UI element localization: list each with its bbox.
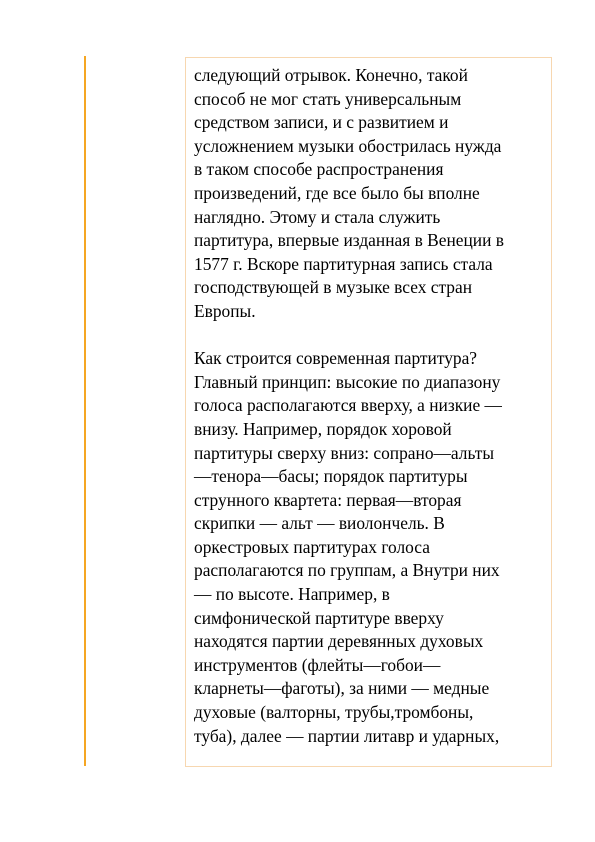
text-line: струнного квартета: первая—вторая bbox=[194, 489, 462, 510]
text-line: господствующей в музыке всех стран bbox=[194, 277, 473, 298]
text-line: —тенора—басы; порядок партитуры bbox=[194, 466, 468, 487]
text-line: партитура, впервые изданная в Венеции в bbox=[194, 230, 504, 251]
text-line: скрипки — альт — виолончель. В bbox=[194, 513, 445, 534]
text-line: голоса располагаются вверху, а низкие — bbox=[194, 395, 502, 416]
text-line: оркестровых партитурах голоса bbox=[194, 536, 430, 557]
text-line: Как строится современная партитура? bbox=[194, 348, 478, 369]
text-line: кларнеты—фаготы), за ними — медные bbox=[194, 678, 490, 699]
paragraph-spacer bbox=[194, 324, 543, 348]
text-line: внизу. Например, порядок хоровой bbox=[194, 418, 452, 439]
text-line: инструментов (флейты—гобои— bbox=[194, 654, 441, 675]
text-line: 1577 г. Вскоре партитурная запись стала bbox=[194, 253, 493, 274]
text-line: духовые (валторны, трубы,тромбоны, bbox=[194, 702, 474, 723]
text-line: наглядно. Этому и стала служить bbox=[194, 206, 441, 227]
text-line: средством записи, и с развитием и bbox=[194, 112, 449, 133]
text-line: Европы. bbox=[194, 300, 256, 321]
text-line: усложнением музыки обострилась нужда bbox=[194, 135, 502, 156]
text-line: в таком способе распространения bbox=[194, 159, 444, 180]
text-frame bbox=[185, 57, 552, 767]
paragraph-2 bbox=[194, 347, 543, 748]
text-line: партитуры сверху вниз: сопрано—альты bbox=[194, 442, 495, 463]
text-line: способ не мог стать универсальным bbox=[194, 88, 462, 109]
text-line: произведений, где все было бы вполне bbox=[194, 182, 480, 203]
text-line: находятся партии деревянных духовых bbox=[194, 631, 484, 652]
text-line: следующий отрывок. Конечно, такой bbox=[194, 65, 468, 85]
text-line: Главный принцип: высокие по диапазону bbox=[194, 371, 501, 392]
text-line: располагаются по группам, а Внутри них bbox=[194, 560, 500, 581]
left-margin-line bbox=[84, 56, 86, 766]
text-line: — по высоте. Например, в bbox=[194, 584, 390, 605]
text-line: туба), далее — партии литавр и ударных, bbox=[194, 725, 500, 746]
text-line: симфонической партитуре вверху bbox=[194, 607, 444, 628]
paragraph-1 bbox=[194, 64, 543, 324]
